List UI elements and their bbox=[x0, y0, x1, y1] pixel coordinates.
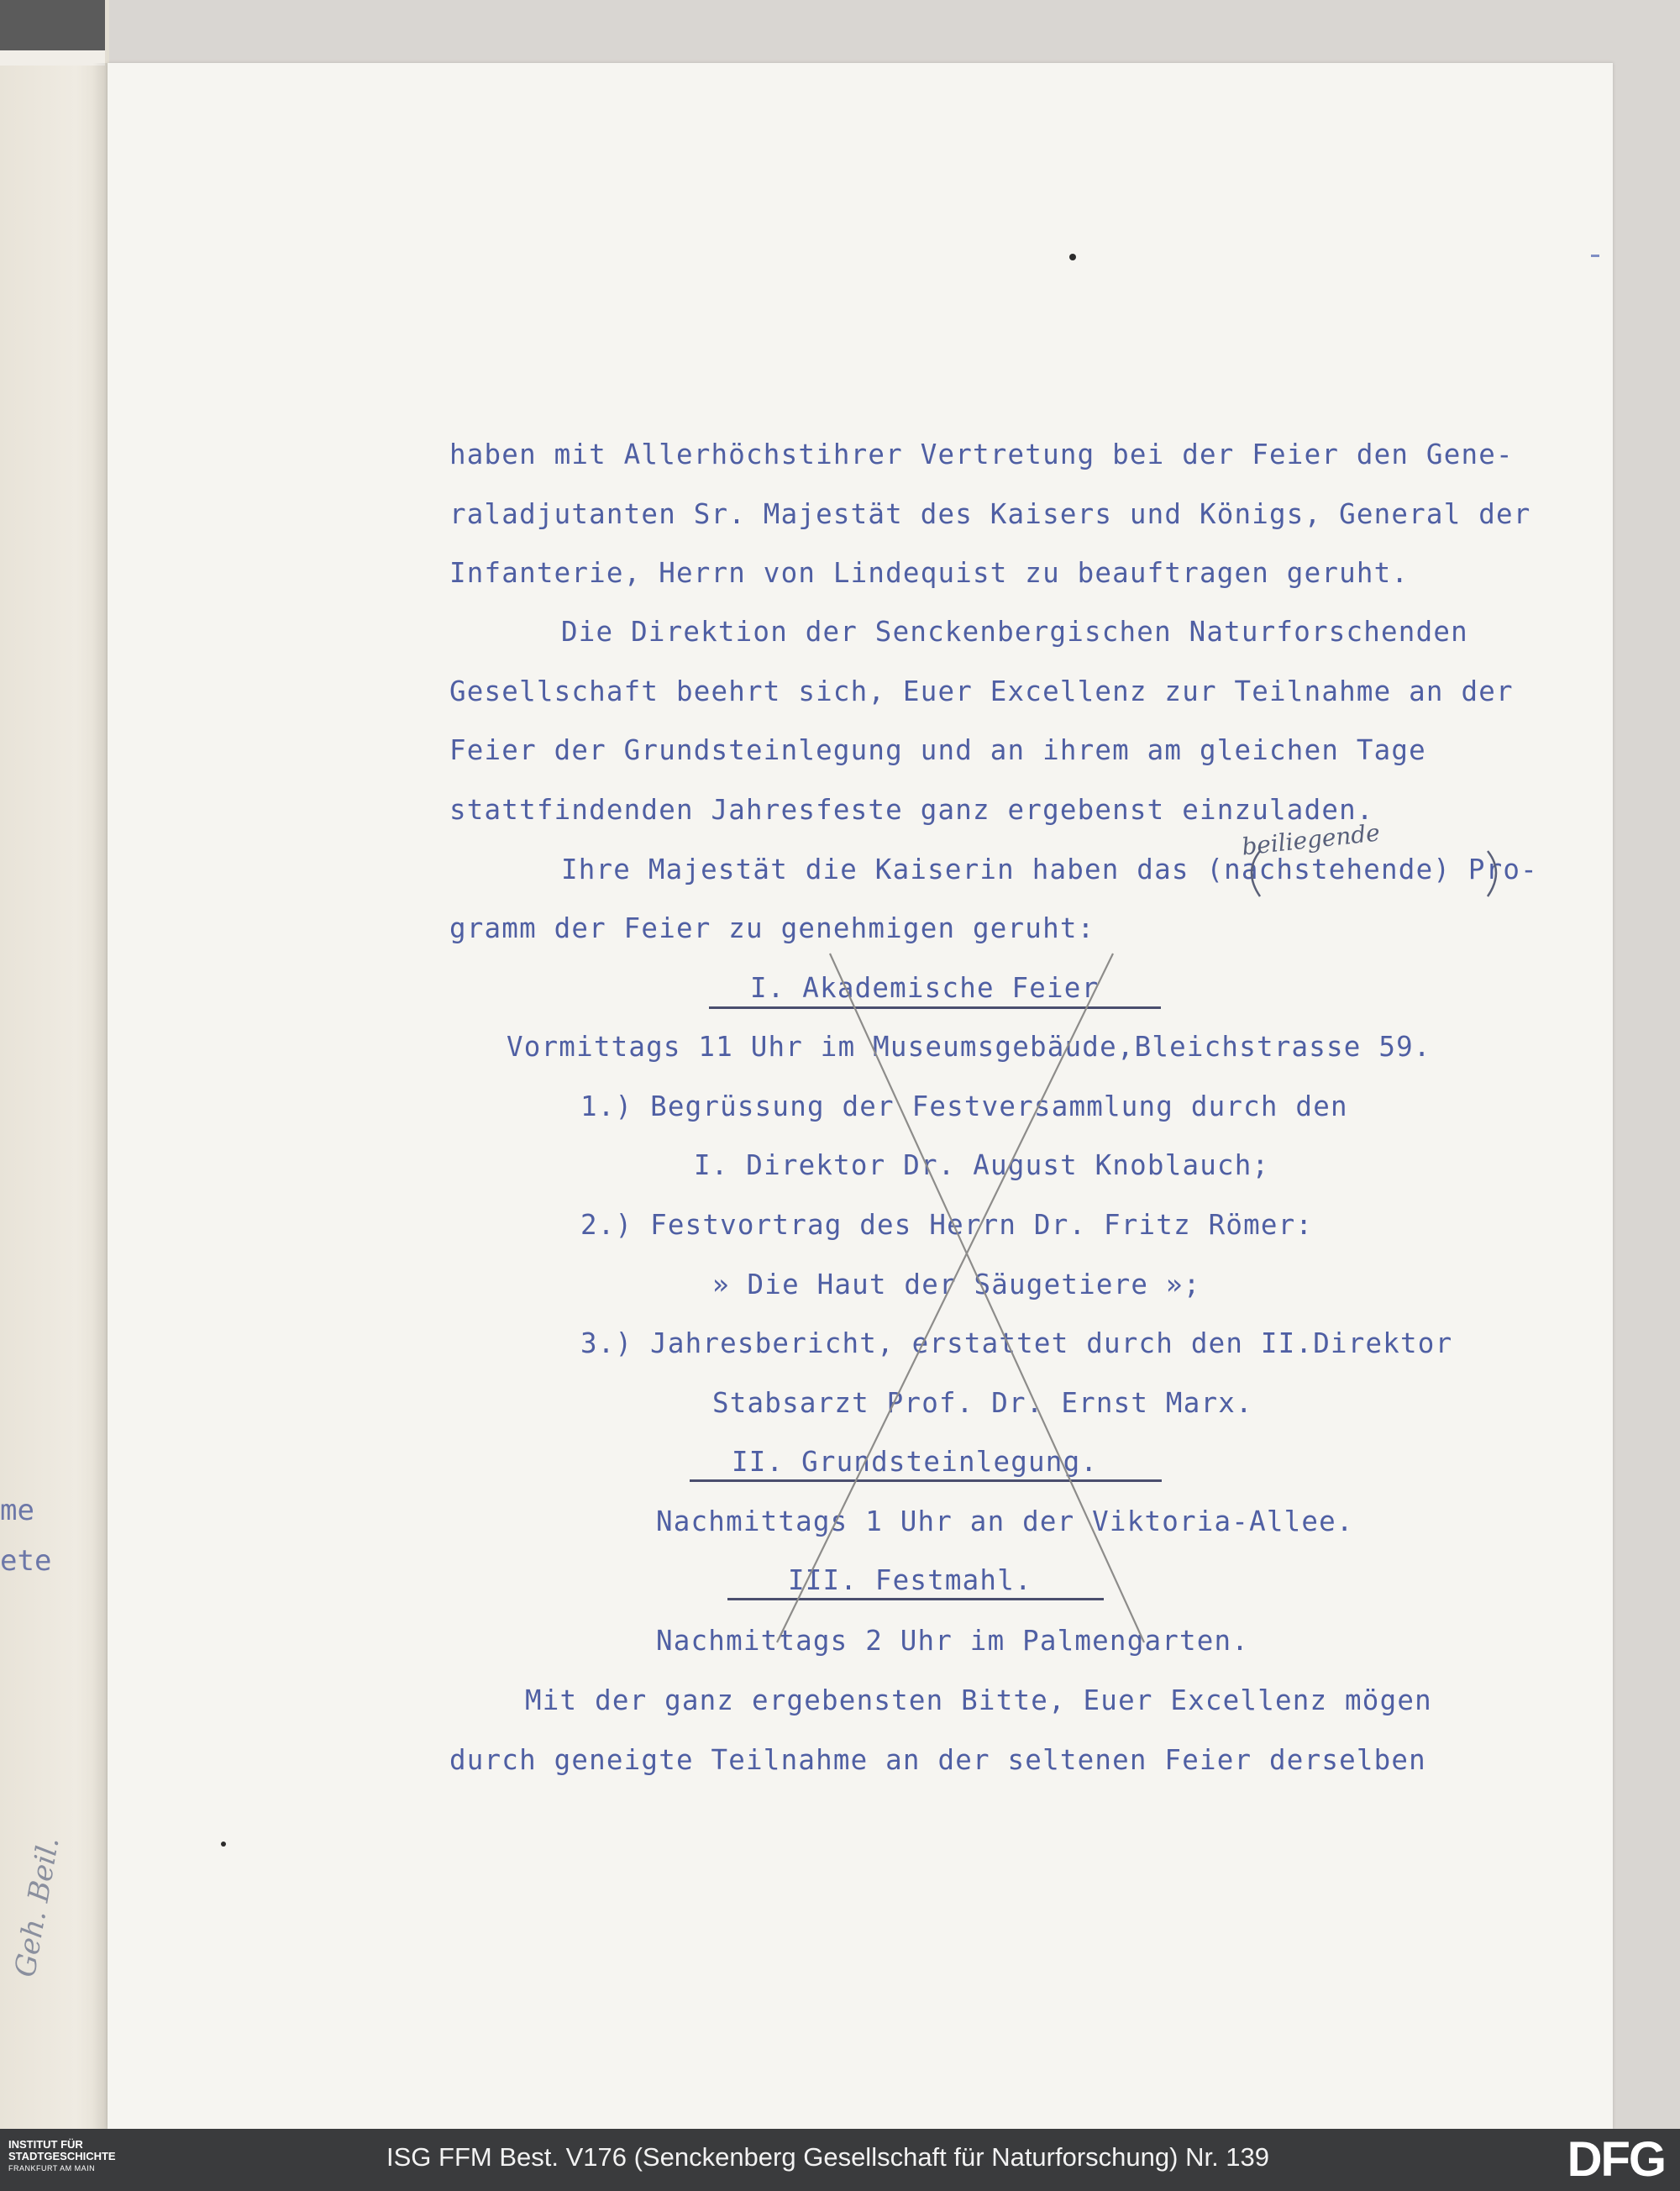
program-line: 2.) Festvortrag des Herrn Dr. Fritz Römer: bbox=[580, 1209, 1314, 1241]
handwritten-parenthesis bbox=[1252, 851, 1260, 896]
left-page-bleed-text: ete bbox=[0, 1544, 52, 1578]
letter-line: Feier der Grundsteinlegung und an ihrem am gleichen Tage bbox=[449, 734, 1426, 766]
archive-reference: ISG FFM Best. V176 (Senckenberg Gesellschaft für Naturforschung) Nr. 139 bbox=[386, 2142, 1270, 2172]
letter-line: durch geneigte Teilnahme an der seltenen Feier derselben bbox=[449, 1744, 1426, 1776]
letter-line: stattfindenden Jahresfeste ganz ergebenst einzuladen. bbox=[449, 794, 1374, 826]
pencil-annotations bbox=[108, 63, 1613, 2129]
page-gutter-shadow bbox=[92, 63, 109, 2129]
letter-line: raladjutanten Sr. Majestät des Kaisers und Königs, General der bbox=[449, 498, 1531, 530]
program-section-title: I. Akademische Feier bbox=[750, 972, 1100, 1004]
program-line: Stabsarzt Prof. Dr. Ernst Marx. bbox=[712, 1387, 1253, 1419]
program-section-title: III. Festmahl. bbox=[788, 1564, 1032, 1596]
institute-logo bbox=[8, 2139, 151, 2174]
program-line: 3.) Jahresbericht, erstattet durch den II.Direktor bbox=[580, 1327, 1453, 1359]
institute-logo-line: STADTGESCHICHTE bbox=[8, 2150, 116, 2162]
handwritten-parenthesis bbox=[1488, 851, 1496, 896]
letter-line: gramm der Feier zu genehmigen geruht: bbox=[449, 912, 1095, 944]
program-line: 1.) Begrüssung der Festversammlung durch den bbox=[580, 1090, 1348, 1122]
archive-footer bbox=[0, 2129, 1680, 2191]
handwritten-insertion: beiliegende bbox=[1240, 818, 1382, 861]
pencil-cross-stroke bbox=[777, 954, 1113, 1642]
program-line: Nachmittags 2 Uhr im Palmengarten. bbox=[656, 1625, 1250, 1657]
letter-line: Ihre Majestät die Kaiserin haben das (nachstehende) Pro- bbox=[561, 854, 1538, 885]
document-sheet bbox=[108, 63, 1613, 2129]
institute-logo-line: FRANKFURT AM MAIN bbox=[8, 2164, 96, 2173]
letter-line: Mit der ganz ergebensten Bitte, Euer Excellenz mögen bbox=[525, 1684, 1432, 1716]
institute-logo-line: INSTITUT FÜR bbox=[8, 2138, 83, 2151]
letter-line: haben mit Allerhöchstihrer Vertretung bei der Feier den Gene- bbox=[449, 439, 1514, 470]
program-line: Nachmittags 1 Uhr an der Viktoria-Allee. bbox=[656, 1505, 1354, 1537]
binding-edge bbox=[0, 50, 105, 66]
left-page-bleed-text: me bbox=[0, 1494, 34, 1527]
letter-line: Infanterie, Herrn von Lindequist zu beauftragen geruht. bbox=[449, 557, 1410, 589]
program-section-title: II. Grundsteinlegung. bbox=[732, 1446, 1099, 1478]
dfg-logo: DFG bbox=[1567, 2132, 1665, 2187]
pencil-cross-stroke bbox=[830, 954, 1144, 1642]
letter-line: Gesellschaft beehrt sich, Euer Excellenz zur Teilnahme an der bbox=[449, 675, 1514, 707]
letter-line: Die Direktion der Senckenbergischen Naturforschenden bbox=[561, 616, 1468, 648]
program-line: I. Direktor Dr. August Knoblauch; bbox=[694, 1149, 1270, 1181]
left-page-handwriting: Geh. Beil. bbox=[8, 1834, 66, 1980]
program-line: » Die Haut der Säugetiere »; bbox=[712, 1269, 1201, 1300]
program-line: Vormittags 11 Uhr im Museumsgebäude,Bleichstrasse 59. bbox=[507, 1031, 1431, 1063]
